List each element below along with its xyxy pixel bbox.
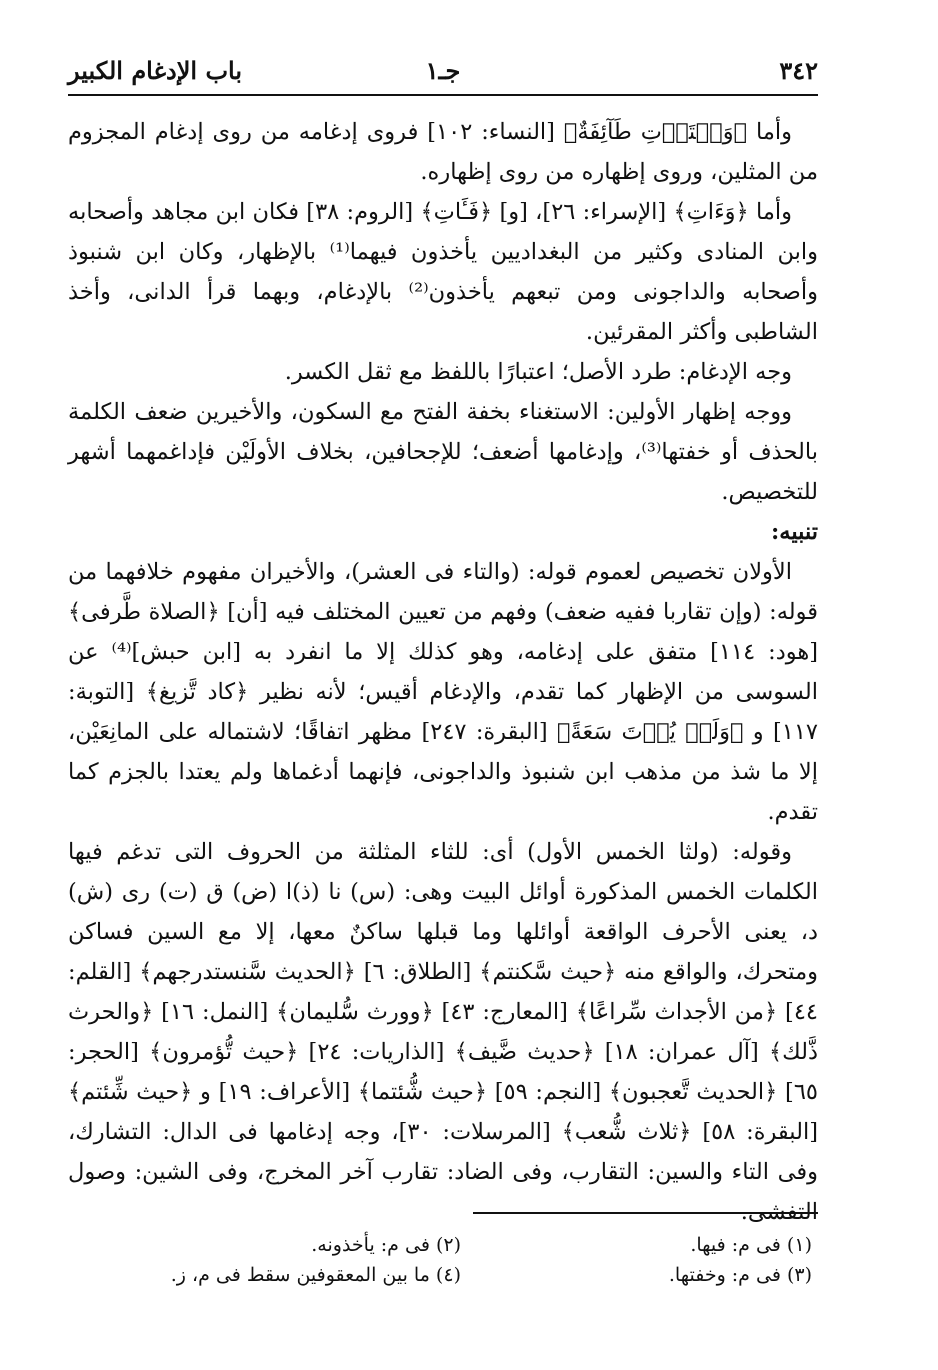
paragraph: الأولان تخصيص لعموم قوله: (والتاء فى العشر)، والأخيران مفهوم خلافهما من قوله: (وإن تقاربا ففيه ضعف) وفهم من تعيين المختلف فيه [أن] ﴿الصلاة طَّرفى﴾ [هود: ١١٤] متفق على إدغامه، وهو كذلك إلا ما انفرد به [ابن حبش]⁽⁴⁾ عن السوسى من الإظهار كما تقدم، والإدغام أقيس؛ لأنه نظير ﴿كاد تَّزيغ﴾ [التوبة: ١١٧] و ﴿وَلَمۡ يُؤۡتَ سَعَةً﴾ [البقرة: ٢٤٧] مظهر اتفاقًا؛ لاشتماله على المانِعَيْن، إلا ما شذ من مذهب ابن شنبوذ والداجونى، فإنهما أدغماها ولم يعتدا بالجزم كما تقدم. [68,559,819,825]
paragraph: وأما ﴿وَءَاتِ﴾ [الإسراء: ٢٦]، [و] ﴿فَـَٔاتِ﴾ [الروم: ٣٨] فكان ابن مجاهد وأصحابه وابن المنادى وكثير من البغداديين يأخذون فيهما⁽¹⁾ بالإظهار، وكان ابن شنبوذ وأصحابه والداجونى ومن تبعهم يأخذون⁽²⁾ بالإدغام، وبهما قرأ الدانى، وأخذ الشاطبى وأكثر المقرئين. [68,199,818,345]
footnote-row [110,1230,812,1260]
footnote: (٢) فى م: يأخذونه. [311,1234,461,1256]
footnotes [110,1230,812,1290]
footnote: (١) فى م: فيها. [690,1234,812,1256]
page-header [68,50,818,96]
chapter-title: باب الإدغام الكبير [68,56,243,85]
paragraph: ووجه إظهار الأولين: الاستغناء بخفة الفتح مع السكون، والأخيرين ضعف الكلمة بالحذف أو خفتها⁽³⁾، وإدغامها أضعف؛ للإجحافين، بخلاف الأولَيْن فإداغمهما أشهر للتخصيص. [68,399,818,505]
page-number: ٣٤٢ [779,56,818,85]
volume-label: جـ١ [425,56,461,85]
paragraph: وقوله: (ولثا الخمس الأول) أى: للثاء المثلثة من الحروف التى تدغم فيها الكلمات الخمس المذكورة أوائل البيت وهى: (س) نا (ذ)ا (ض) ق (ت) رى (ش) د، يعنى الأحرف الواقعة أوائلها وما قبلها ساكنٌ معها، إلا مع السين فساكن ومتحرك، والواقع منه ﴿حيث سَّكنتم﴾ [الطلاق: ٦] ﴿الحديث سَّنستدرجهم﴾ [القلم: ٤٤] ﴿من الأجداث سِّراعًا﴾ [المعارج: ٤٣] ﴿وورث سُّليمان﴾ [النمل: ١٦] ﴿والحرث ذَّلك﴾ [آل عمران: ١٨] ﴿حديث ضَّيف﴾ [الذاريات: ٢٤] ﴿حيث تُّؤمرون﴾ [الحجر: ٦٥] ﴿الحديث تَّعجبون﴾ [النجم: ٥٩] ﴿حيث شُّئتما﴾ [الأعراف: ١٩] و ﴿حيث شِّئتم﴾ [البقرة: ٥٨] ﴿ثلاث شُّعب﴾ [المرسلات: ٣٠]، وجه إدغامها فى الدال: التشارك، وفى التاء والسين: التقارب، وفى الضاد: تقارب آخر المخرج، وفى الشين: وصول التفشى. [68,839,819,1225]
section-heading: تنبيه: [771,519,818,545]
footnote: (٤) ما بين المعقوفين سقط فى م، ز. [170,1264,461,1286]
paragraph: وأما ﴿وَلۡتَأۡتِ طَآئِفَةٌ﴾ [النساء: ١٠٢] فروى إدغامه من روى إدغام المجزوم من المثلين، وروى إظهاره من روى إظهاره. [68,119,818,185]
footnote-divider [473,1212,818,1214]
main-text [68,112,818,1232]
paragraph: وجه الإدغام: طرد الأصل؛ اعتبارًا باللفظ مع ثقل الكسر. [284,359,792,385]
footnote-row [110,1260,812,1290]
footnote: (٣) فى م: وخفتها. [668,1264,812,1286]
